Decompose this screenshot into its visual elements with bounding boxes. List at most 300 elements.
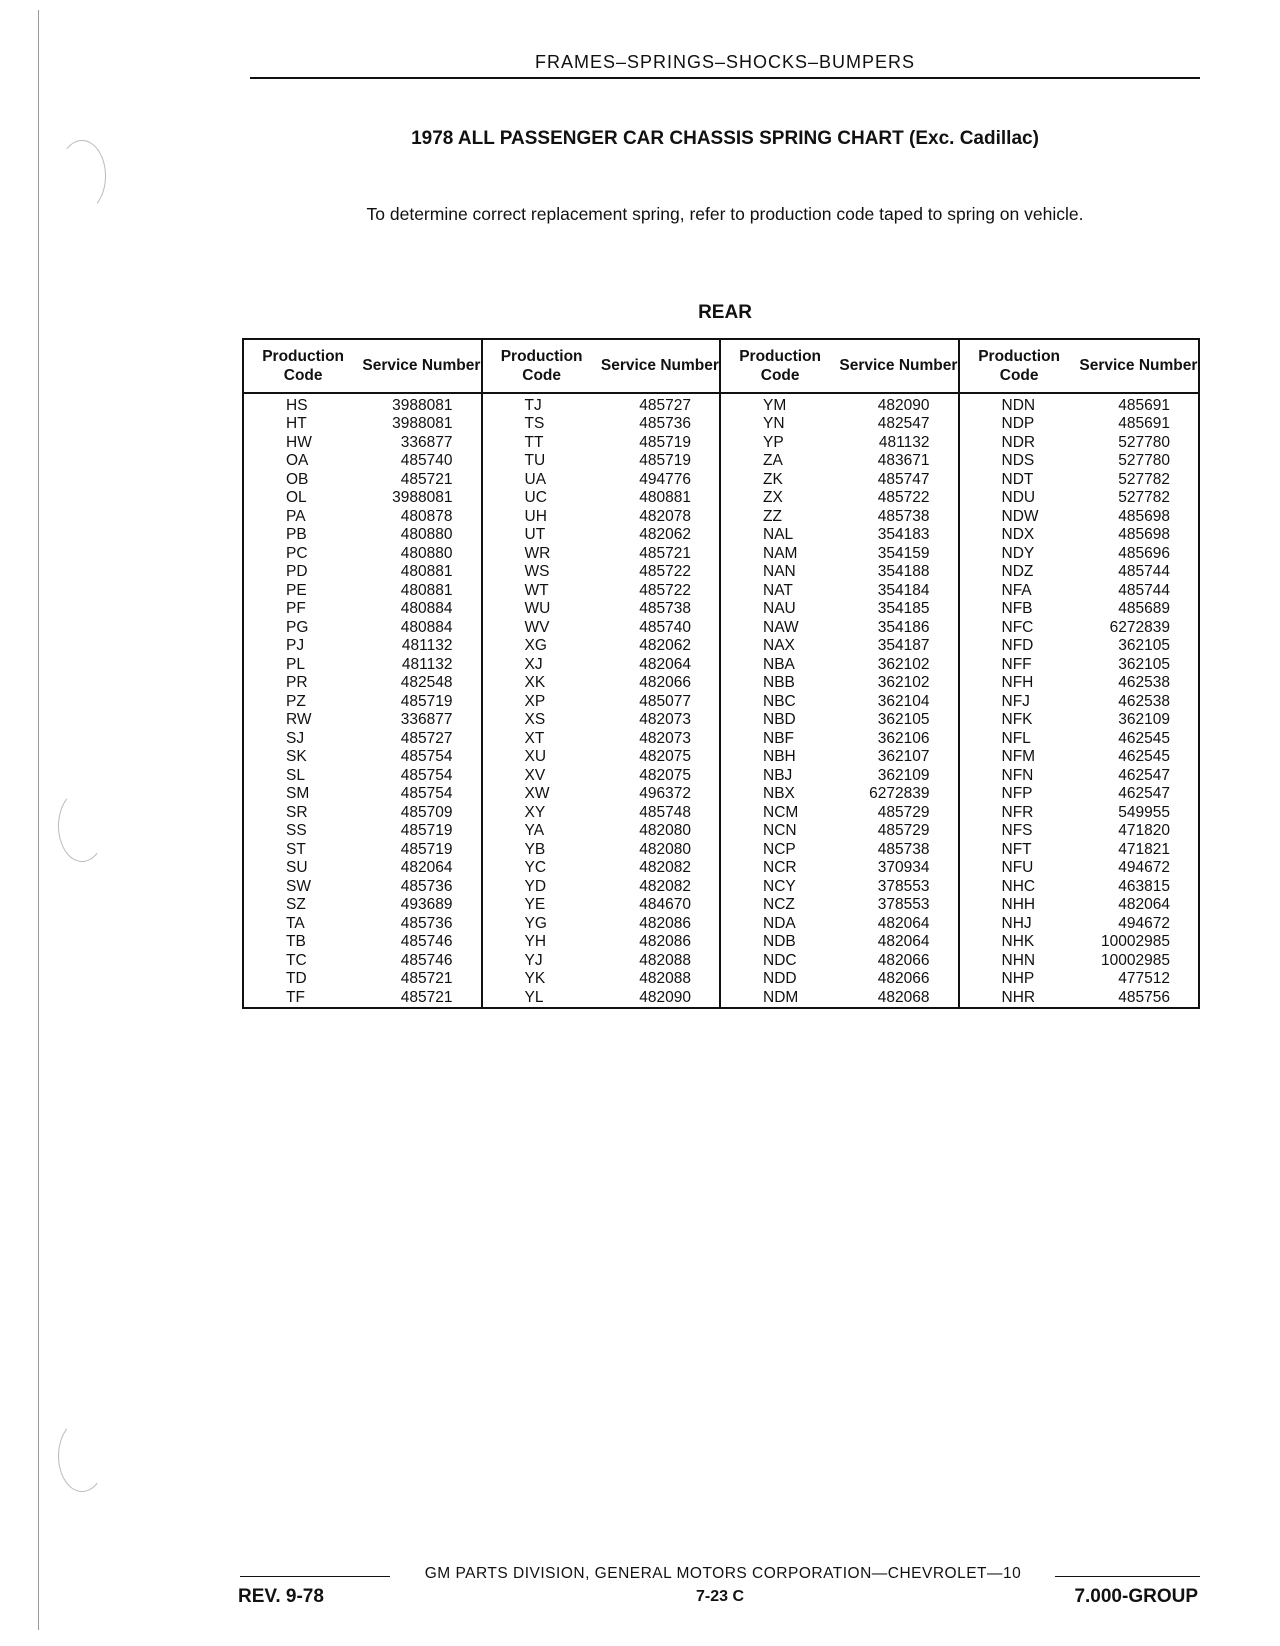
- production-code-header: Production Code: [262, 347, 345, 384]
- service-number-cell: 527780: [1118, 433, 1170, 451]
- service-number-cell: 462545: [1118, 748, 1170, 765]
- service-number-cell: 485691: [1118, 396, 1170, 414]
- production-code-cell: TU: [524, 452, 546, 469]
- service-number-cell: 3988081: [392, 489, 453, 506]
- production-code-cell: NHN: [1001, 951, 1036, 969]
- service-number-cell: 354159: [877, 544, 930, 562]
- table-row: [960, 730, 1199, 749]
- service-number-cell: 354183: [877, 526, 930, 543]
- production-code-cell: OA: [286, 452, 309, 469]
- service-number-cell: 336877: [400, 711, 453, 728]
- production-code-cell: XW: [524, 785, 550, 802]
- service-number-cell: 485738: [639, 600, 691, 617]
- service-number-cell: 482073: [639, 729, 691, 747]
- service-number-cell: 485727: [400, 729, 453, 747]
- service-number-cell: 482080: [639, 840, 691, 858]
- service-number-cell: 477512: [1118, 970, 1170, 987]
- service-number-cell: 485696: [1118, 544, 1170, 562]
- production-code-cell: NHH: [1001, 896, 1036, 913]
- table-row: [483, 471, 720, 490]
- service-number-cell: 482075: [639, 748, 691, 765]
- table-row: [721, 656, 958, 675]
- table-row: [721, 600, 958, 619]
- page-number: 7-23 C: [695, 1588, 745, 1605]
- table-row: [960, 545, 1199, 564]
- service-number-cell: 362104: [877, 692, 930, 710]
- service-number-cell: 485746: [400, 933, 453, 950]
- production-code-cell: XS: [524, 711, 546, 728]
- table-row: [960, 785, 1199, 804]
- service-number-cell: 549955: [1118, 803, 1170, 821]
- table-row: [960, 508, 1199, 527]
- table-row: [960, 563, 1199, 582]
- service-number-cell: 485754: [400, 785, 453, 802]
- service-number-cell: 493689: [400, 896, 453, 913]
- production-code-cell: YA: [524, 822, 545, 839]
- production-code-cell: WS: [524, 563, 550, 580]
- table-row: [483, 878, 720, 897]
- production-code-cell: SW: [286, 877, 311, 895]
- table-row: [721, 878, 958, 897]
- production-code-cell: NAL: [763, 526, 794, 543]
- service-number-cell: 482548: [400, 674, 453, 691]
- table-row: [721, 896, 958, 915]
- service-number-cell: 481132: [401, 655, 453, 673]
- production-code-cell: NBB: [763, 674, 795, 691]
- production-code-cell: NAW: [763, 618, 799, 636]
- table-row: [244, 748, 481, 767]
- service-number-cell: 485691: [1118, 415, 1170, 432]
- service-number-cell: 482066: [877, 951, 930, 969]
- table-row: [960, 711, 1199, 730]
- table-row: [483, 674, 720, 693]
- production-code-cell: NFH: [1001, 674, 1034, 691]
- production-code-cell: NFJ: [1001, 692, 1030, 710]
- production-code-cell: PE: [286, 581, 307, 599]
- column-group: [244, 340, 483, 1007]
- table-row: [960, 656, 1199, 675]
- table-row: [244, 471, 481, 490]
- table-row: [483, 526, 720, 545]
- service-number-cell: 485748: [639, 803, 691, 821]
- table-row: [721, 582, 958, 601]
- production-code-cell: NDS: [1001, 452, 1035, 469]
- service-number-cell: 362106: [877, 729, 930, 747]
- table-row: [721, 619, 958, 638]
- column-group: [721, 340, 960, 1007]
- production-code-cell: ZA: [763, 452, 783, 469]
- table-row: [721, 711, 958, 730]
- table-row: [721, 545, 958, 564]
- production-code-cell: NAU: [763, 600, 796, 617]
- service-number-cell: 527782: [1118, 489, 1170, 506]
- production-code-cell: WU: [524, 600, 551, 617]
- service-number-cell: 485719: [639, 452, 691, 469]
- service-number-cell: 471821: [1118, 840, 1170, 858]
- service-number-cell: 482068: [877, 988, 930, 1006]
- table-row: [960, 970, 1199, 989]
- production-code-cell: NDC: [763, 951, 797, 969]
- service-number-cell: 485729: [877, 822, 930, 839]
- production-code-cell: NBJ: [763, 766, 793, 784]
- service-number-cell: 482090: [639, 988, 691, 1006]
- service-number-cell: 485709: [400, 803, 453, 821]
- table-row: [960, 415, 1199, 434]
- table-row: [483, 619, 720, 638]
- table-row: [721, 915, 958, 934]
- service-number-cell: 362109: [1118, 711, 1170, 728]
- table-row: [483, 582, 720, 601]
- service-number-cell: 485754: [400, 748, 453, 765]
- table-row: [721, 563, 958, 582]
- service-number-cell: 354187: [877, 637, 930, 654]
- service-number-cell: 482064: [877, 933, 930, 950]
- production-code-cell: NBX: [763, 785, 795, 802]
- service-number-cell: 10002985: [1101, 951, 1170, 969]
- table-row: [721, 785, 958, 804]
- service-number-cell: 494672: [1118, 859, 1170, 876]
- table-row: [960, 878, 1199, 897]
- service-number-cell: 485722: [877, 489, 930, 506]
- section-header: FRAMES–SPRINGS–SHOCKS–BUMPERS: [534, 52, 916, 72]
- production-code-cell: PF: [286, 600, 306, 617]
- production-code-cell: XT: [524, 729, 545, 747]
- production-code-cell: NBA: [763, 655, 795, 673]
- production-code-cell: NAX: [763, 637, 795, 654]
- service-number-cell: 462547: [1118, 766, 1170, 784]
- column-header-row: [483, 340, 720, 394]
- service-number-cell: 482086: [639, 914, 691, 932]
- production-code-cell: YE: [524, 896, 546, 913]
- service-number-cell: 480880: [400, 526, 453, 543]
- production-code-cell: PR: [286, 674, 308, 691]
- production-code-cell: NAT: [763, 581, 793, 599]
- service-number-cell: 463815: [1118, 877, 1170, 895]
- table-row: [960, 434, 1199, 453]
- service-number-cell: 482082: [639, 877, 691, 895]
- production-code-cell: HW: [286, 433, 312, 451]
- table-row: [721, 489, 958, 508]
- production-code-cell: NFM: [1001, 748, 1036, 765]
- production-code-cell: NFP: [1001, 785, 1033, 802]
- service-number-cell: 378553: [877, 896, 930, 913]
- production-code-cell: TD: [286, 970, 307, 987]
- service-number-cell: 482064: [639, 655, 691, 673]
- table-row: [721, 637, 958, 656]
- production-code-cell: NDP: [1001, 415, 1035, 432]
- production-code-cell: TA: [286, 914, 305, 932]
- service-number-cell: 485747: [877, 470, 930, 488]
- table-row: [483, 711, 720, 730]
- production-code-cell: NFB: [1001, 600, 1033, 617]
- production-code-cell: YJ: [524, 951, 543, 969]
- service-number-cell: 362107: [877, 748, 930, 765]
- table-row: [721, 526, 958, 545]
- service-number-cell: 362105: [1118, 655, 1170, 673]
- service-number-cell: 480880: [400, 544, 453, 562]
- table-row: [244, 489, 481, 508]
- production-code-cell: PC: [286, 544, 308, 562]
- production-code-cell: NDB: [763, 933, 796, 950]
- production-code-cell: NCR: [763, 859, 797, 876]
- service-number-cell: 485746: [400, 951, 453, 969]
- table-row: [960, 397, 1199, 416]
- binding-margin-line: [38, 10, 39, 1630]
- service-number-cell: 485721: [400, 988, 453, 1006]
- production-code-cell: NHR: [1001, 988, 1036, 1006]
- production-code-cell: XP: [524, 692, 546, 710]
- table-row: [483, 933, 720, 952]
- table-row: [244, 582, 481, 601]
- table-row: [244, 915, 481, 934]
- table-row: [960, 767, 1199, 786]
- table-row: [244, 415, 481, 434]
- table-row: [721, 434, 958, 453]
- table-row: [960, 693, 1199, 712]
- table-row: [721, 397, 958, 416]
- production-code-cell: HS: [286, 396, 308, 414]
- column-group-body: [960, 394, 1199, 1008]
- production-code-cell: PZ: [286, 692, 306, 710]
- service-number-cell: 485740: [400, 452, 453, 469]
- punch-hole-mark: [58, 1420, 106, 1492]
- service-number-cell: 485738: [877, 840, 930, 858]
- table-row: [483, 841, 720, 860]
- production-code-cell: XK: [524, 674, 546, 691]
- punch-hole-mark: [58, 140, 106, 212]
- table-row: [244, 730, 481, 749]
- column-group-body: [244, 394, 481, 1008]
- table-row: [721, 452, 958, 471]
- service-number-cell: 10002985: [1101, 933, 1170, 950]
- service-number-cell: 484670: [639, 896, 691, 913]
- production-code-cell: PB: [286, 526, 307, 543]
- production-code-cell: UH: [524, 507, 547, 525]
- production-code-cell: SJ: [286, 729, 305, 747]
- table-row: [483, 693, 720, 712]
- service-number-cell: 462545: [1118, 729, 1170, 747]
- table-row: [721, 471, 958, 490]
- production-code-cell: NDU: [1001, 489, 1036, 506]
- service-number-cell: 482075: [639, 766, 691, 784]
- production-code-header: Production Code: [739, 347, 822, 384]
- table-row: [960, 582, 1199, 601]
- production-code-cell: HT: [286, 415, 307, 432]
- table-row: [960, 452, 1199, 471]
- production-code-cell: NDX: [1001, 526, 1035, 543]
- punch-hole-mark: [58, 790, 106, 862]
- table-row: [483, 508, 720, 527]
- service-number-cell: 482090: [877, 396, 930, 414]
- table-row: [483, 767, 720, 786]
- service-number-cell: 482064: [400, 859, 453, 876]
- service-number-cell: 485698: [1118, 507, 1170, 525]
- service-number-cell: 485729: [877, 803, 930, 821]
- service-number-cell: 485721: [639, 544, 691, 562]
- production-code-cell: WV: [524, 618, 550, 636]
- service-number-cell: 6272839: [869, 785, 930, 802]
- table-row: [960, 933, 1199, 952]
- table-row: [721, 693, 958, 712]
- table-row: [244, 452, 481, 471]
- production-code-cell: RW: [286, 711, 312, 728]
- table-row: [244, 970, 481, 989]
- production-code-cell: YP: [763, 433, 784, 451]
- table-row: [244, 674, 481, 693]
- production-code-cell: NFT: [1001, 840, 1032, 858]
- service-number-cell: 485736: [639, 415, 691, 432]
- production-code-cell: UA: [524, 470, 547, 488]
- production-code-cell: OB: [286, 470, 309, 488]
- production-code-cell: NHJ: [1001, 914, 1032, 932]
- table-row: [483, 452, 720, 471]
- table-row: [244, 545, 481, 564]
- service-number-header: Service Number: [362, 357, 481, 375]
- production-code-cell: NDW: [1001, 507, 1039, 525]
- column-header-row: [244, 340, 481, 394]
- table-row: [483, 637, 720, 656]
- table-row: [960, 600, 1199, 619]
- production-code-cell: NHC: [1001, 877, 1036, 895]
- production-code-cell: XG: [524, 637, 547, 654]
- production-code-cell: PG: [286, 618, 309, 636]
- footer-rule: [240, 1576, 390, 1577]
- table-row: [483, 545, 720, 564]
- service-number-cell: 485689: [1118, 600, 1170, 617]
- table-row: [721, 415, 958, 434]
- production-code-cell: YB: [524, 840, 546, 858]
- service-number-cell: 480881: [400, 581, 453, 599]
- table-row: [483, 656, 720, 675]
- table-row: [960, 748, 1199, 767]
- table-row: [483, 785, 720, 804]
- table-row: [244, 563, 481, 582]
- production-code-cell: YK: [524, 970, 546, 987]
- production-code-cell: NDT: [1001, 470, 1034, 488]
- service-number-cell: 485744: [1118, 563, 1170, 580]
- production-code-cell: PA: [286, 507, 306, 525]
- table-row: [244, 693, 481, 712]
- service-number-cell: 354185: [877, 600, 930, 617]
- production-code-cell: NFA: [1001, 581, 1032, 599]
- service-number-cell: 480884: [400, 600, 453, 617]
- table-row: [483, 397, 720, 416]
- production-code-cell: NFD: [1001, 637, 1034, 654]
- production-code-cell: ST: [286, 840, 306, 858]
- service-number-cell: 485756: [1118, 988, 1170, 1006]
- service-number-cell: 362102: [877, 674, 930, 691]
- production-code-header: Production Code: [978, 347, 1061, 384]
- table-row: [721, 970, 958, 989]
- production-code-cell: SL: [286, 766, 305, 784]
- service-number-cell: 485744: [1118, 581, 1170, 599]
- production-code-cell: ZX: [763, 489, 783, 506]
- production-code-cell: XJ: [524, 655, 543, 673]
- table-row: [483, 730, 720, 749]
- table-row: [721, 859, 958, 878]
- production-code-cell: YH: [524, 933, 547, 950]
- service-number-cell: 480881: [400, 563, 453, 580]
- service-number-cell: 482064: [877, 914, 930, 932]
- table-row: [721, 841, 958, 860]
- service-number-cell: 485698: [1118, 526, 1170, 543]
- production-code-cell: NCP: [763, 840, 796, 858]
- production-code-cell: NDZ: [1001, 563, 1034, 580]
- production-code-cell: NHP: [1001, 970, 1035, 987]
- table-row: [960, 859, 1199, 878]
- service-number-cell: 485736: [400, 877, 453, 895]
- production-code-cell: XV: [524, 766, 546, 784]
- production-code-cell: PD: [286, 563, 308, 580]
- table-row: [721, 952, 958, 971]
- service-number-cell: 362102: [877, 655, 930, 673]
- table-row: [960, 619, 1199, 638]
- service-number-cell: 485740: [639, 618, 691, 636]
- service-number-cell: 485719: [400, 822, 453, 839]
- service-number-cell: 482082: [639, 859, 691, 876]
- production-code-cell: NDN: [1001, 396, 1036, 414]
- service-number-cell: 6272839: [1109, 618, 1170, 636]
- table-row: [960, 489, 1199, 508]
- table-row: [244, 804, 481, 823]
- service-number-cell: 482066: [877, 970, 930, 987]
- service-number-cell: 482066: [639, 674, 691, 691]
- service-number-cell: 485738: [877, 507, 930, 525]
- production-code-cell: TJ: [524, 396, 542, 414]
- table-row: [721, 730, 958, 749]
- service-number-cell: 480878: [400, 507, 453, 525]
- service-number-cell: 482547: [877, 415, 930, 432]
- table-row: [244, 989, 481, 1008]
- column-group: [483, 340, 722, 1007]
- table-row: [721, 674, 958, 693]
- service-number-cell: 494672: [1118, 914, 1170, 932]
- production-code-cell: NAN: [763, 563, 796, 580]
- service-number-cell: 3988081: [392, 415, 453, 432]
- production-code-cell: TB: [286, 933, 306, 950]
- service-number-cell: 370934: [877, 859, 930, 876]
- service-number-cell: 462538: [1118, 674, 1170, 691]
- service-number-cell: 354186: [877, 618, 930, 636]
- service-number-cell: 527780: [1118, 452, 1170, 469]
- production-code-cell: SR: [286, 803, 308, 821]
- production-code-cell: YN: [763, 415, 785, 432]
- service-number-cell: 485721: [400, 470, 453, 488]
- table-row: [960, 841, 1199, 860]
- service-number-cell: 482064: [1118, 896, 1170, 913]
- table-row: [244, 397, 481, 416]
- column-header-row: [960, 340, 1199, 394]
- table-row: [960, 915, 1199, 934]
- revision-label: REV. 9-78: [238, 1586, 324, 1607]
- table-row: [244, 508, 481, 527]
- production-code-cell: UT: [524, 526, 546, 543]
- table-row: [244, 785, 481, 804]
- production-code-cell: NFN: [1001, 766, 1034, 784]
- table-row: [721, 767, 958, 786]
- table-row: [244, 952, 481, 971]
- production-code-cell: NFL: [1001, 729, 1031, 747]
- production-code-cell: NFU: [1001, 859, 1034, 876]
- service-number-cell: 483671: [877, 452, 930, 469]
- production-code-cell: NCM: [763, 803, 799, 821]
- column-group-body: [721, 394, 958, 1008]
- production-code-cell: YL: [524, 988, 544, 1006]
- service-number-cell: 482062: [639, 526, 691, 543]
- table-row: [960, 896, 1199, 915]
- table-row: [960, 471, 1199, 490]
- service-number-cell: 485727: [639, 396, 691, 414]
